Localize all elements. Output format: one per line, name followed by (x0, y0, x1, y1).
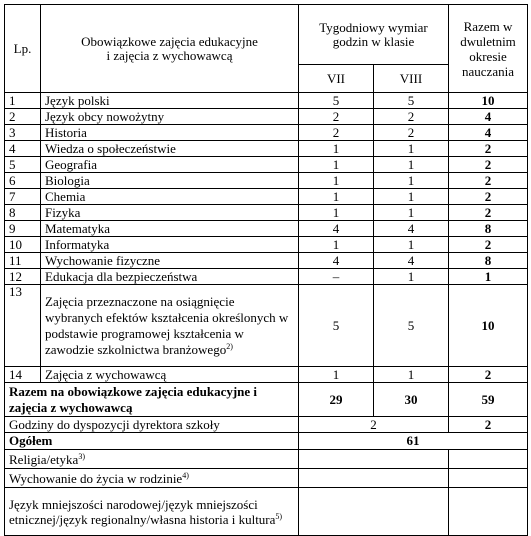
director-hours-value: 2 (299, 417, 449, 433)
extra-row (5, 450, 528, 469)
row-total: 2 (449, 141, 528, 157)
row-lp: 4 (5, 141, 41, 157)
row-hours-vii: 5 (299, 285, 374, 367)
table-row (5, 221, 528, 237)
row-hours-vii: 2 (299, 109, 374, 125)
row-total: 10 (449, 93, 528, 109)
row-subject: Edukacja dla bezpieczeństwa (41, 269, 299, 285)
row-lp: 12 (5, 269, 41, 285)
table-row (5, 285, 528, 367)
header-class-viii: VIII (374, 65, 449, 93)
row-hours-viii: 1 (374, 141, 449, 157)
extra-row-label (5, 488, 299, 536)
row-total: 1 (449, 269, 528, 285)
header-row (5, 5, 528, 65)
row-hours-vii: 1 (299, 157, 374, 173)
row-total: 2 (449, 367, 528, 383)
table-row (5, 253, 528, 269)
grand-total-row (5, 433, 528, 450)
table-row (5, 141, 528, 157)
row-hours-vii: 2 (299, 125, 374, 141)
table-row (5, 237, 528, 253)
extra-row-label (5, 450, 299, 469)
extra-row-hours (299, 450, 449, 469)
row-lp: 14 (5, 367, 41, 383)
row-hours-viii: 1 (374, 367, 449, 383)
footnote-marker: 4) (182, 470, 189, 480)
extra-row (5, 488, 528, 536)
header-weekly-hours: Tygodniowy wymiar godzin w klasie (299, 5, 449, 65)
extra-row-label (5, 469, 299, 488)
row-total: 2 (449, 237, 528, 253)
row-lp: 11 (5, 253, 41, 269)
sum-total: 59 (449, 383, 528, 417)
row-subject: Matematyka (41, 221, 299, 237)
sum-row (5, 383, 528, 417)
table-row (5, 125, 528, 141)
row-lp: 6 (5, 173, 41, 189)
director-hours-row (5, 417, 528, 433)
row-total: 8 (449, 253, 528, 269)
sum-label: Razem na obowiązkowe zajęcia edukacyjne i zajęcia z wychowawcą (5, 383, 299, 417)
row-total: 2 (449, 173, 528, 189)
row-hours-vii: 5 (299, 93, 374, 109)
row-subject (41, 285, 299, 367)
director-hours-label: Godziny do dyspozycji dyrektora szkoły (5, 417, 299, 433)
table-row (5, 269, 528, 285)
teaching-plan-table (4, 4, 528, 536)
row-hours-vii: 1 (299, 173, 374, 189)
row-lp: 2 (5, 109, 41, 125)
grand-total-label: Ogółem (5, 433, 299, 450)
row-subject: Język polski (41, 93, 299, 109)
row-hours-viii: 1 (374, 189, 449, 205)
row-lp: 3 (5, 125, 41, 141)
row-hours-viii: 1 (374, 237, 449, 253)
row-hours-viii: 2 (374, 109, 449, 125)
row-hours-viii: 1 (374, 157, 449, 173)
sum-hours-vii: 29 (299, 383, 374, 417)
row-total: 4 (449, 109, 528, 125)
table-row (5, 93, 528, 109)
row-hours-viii: 4 (374, 253, 449, 269)
header-total: Razem w dwuletnim okresie nauczania (449, 5, 528, 93)
extra-row-total (449, 488, 528, 536)
row-total: 2 (449, 205, 528, 221)
row-subject: Zajęcia z wychowawcą (41, 367, 299, 383)
extra-row-hours (299, 488, 449, 536)
header-subjects: Obowiązkowe zajęcia edukacyjne i zajęcia z wychowawcą (41, 5, 299, 93)
row-lp: 7 (5, 189, 41, 205)
row-hours-viii: 1 (374, 205, 449, 221)
row-subject: Wiedza o społeczeństwie (41, 141, 299, 157)
row-subject: Informatyka (41, 237, 299, 253)
row-subject: Fizyka (41, 205, 299, 221)
row-lp: 10 (5, 237, 41, 253)
row-subject: Biologia (41, 173, 299, 189)
row-lp: 9 (5, 221, 41, 237)
table-row (5, 189, 528, 205)
row-hours-viii: 2 (374, 125, 449, 141)
row-hours-vii: 4 (299, 253, 374, 269)
row-total: 2 (449, 189, 528, 205)
row-lp: 13 (5, 285, 41, 367)
director-hours-total: 2 (449, 417, 528, 433)
row-hours-vii: – (299, 269, 374, 285)
row-subject: Język obcy nowożytny (41, 109, 299, 125)
row-subject-text: Zajęcia przeznaczone na osiągnięcie wybranych efektów kształcenia określonych w podstawie programowej kształcenia w zawodzie szkolnictwa branżowego (45, 293, 289, 357)
extra-row-text: Religia/etyka (9, 451, 79, 467)
extra-row-hours (299, 469, 449, 488)
table-row (5, 109, 528, 125)
row-hours-viii: 1 (374, 173, 449, 189)
extra-row-total (449, 469, 528, 488)
row-hours-viii: 4 (374, 221, 449, 237)
row-total: 4 (449, 125, 528, 141)
extra-row-text: Język mniejszości narodowej/język mniejszości etnicznej/język regionalny/własna historia i kultura (9, 496, 276, 527)
extra-row-total (449, 450, 528, 469)
row-hours-vii: 1 (299, 141, 374, 157)
row-hours-viii: 5 (374, 93, 449, 109)
row-subject: Chemia (41, 189, 299, 205)
header-lp: Lp. (5, 5, 41, 93)
table-row (5, 157, 528, 173)
row-subject: Geografia (41, 157, 299, 173)
row-hours-vii: 1 (299, 189, 374, 205)
row-hours-viii: 5 (374, 285, 449, 367)
table-row (5, 173, 528, 189)
sum-hours-viii: 30 (374, 383, 449, 417)
extra-row-text: Wychowanie do życia w rodzinie (9, 470, 183, 486)
row-lp: 1 (5, 93, 41, 109)
row-total: 2 (449, 157, 528, 173)
row-lp: 8 (5, 205, 41, 221)
table-row (5, 367, 528, 383)
row-hours-vii: 1 (299, 205, 374, 221)
row-lp: 5 (5, 157, 41, 173)
footnote-marker: 3) (78, 451, 85, 461)
row-subject: Historia (41, 125, 299, 141)
extra-row (5, 469, 528, 488)
footnote-marker: 5) (275, 511, 283, 521)
row-hours-vii: 4 (299, 221, 374, 237)
row-total: 8 (449, 221, 528, 237)
row-hours-vii: 1 (299, 237, 374, 253)
header-class-vii: VII (299, 65, 374, 93)
row-subject: Wychowanie fizyczne (41, 253, 299, 269)
footnote-marker: 2) (226, 341, 233, 351)
grand-total-value: 61 (299, 433, 528, 450)
row-hours-vii: 1 (299, 367, 374, 383)
row-hours-viii: 1 (374, 269, 449, 285)
table-row (5, 205, 528, 221)
row-total: 10 (449, 285, 528, 367)
